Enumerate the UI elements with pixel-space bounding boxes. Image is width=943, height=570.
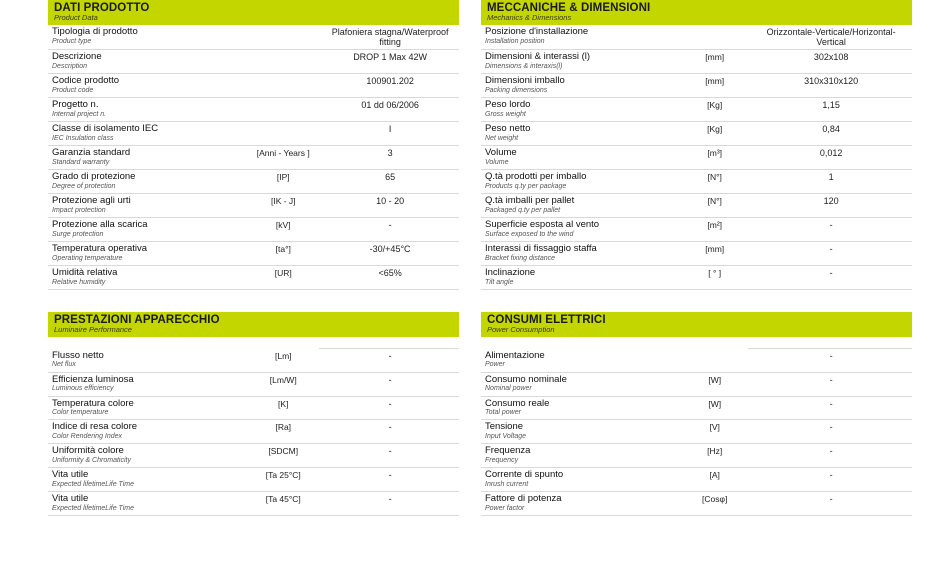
label-it: Protezione agli urti [52,194,131,206]
label-en: Description [52,62,88,70]
label-it: Vita utile [52,493,89,505]
row-unit: [Cosφ] [679,492,748,516]
section-gap [48,290,459,312]
row-unit [679,337,748,349]
row-label [48,396,245,420]
table-row [48,121,459,145]
row-unit: [ ° ] [679,265,748,289]
row-unit: [IK - J] [245,193,319,217]
table-row [481,73,912,97]
row-label [481,169,679,193]
label-it: Consumo reale [485,397,550,409]
label-it: Uniformità colore [52,445,124,457]
row-unit: [m³] [679,145,748,169]
table-row-divider [481,337,912,349]
label-en: Degree of protection [52,182,116,190]
label-it: Garanzia standard [52,146,131,158]
table-row [481,349,912,372]
label-en: Expected lifetimeLife Time [52,481,135,489]
row-unit [245,121,319,145]
row-unit: [Lm] [245,349,319,372]
section-header-consumption [481,312,912,337]
label-it: Vita utile [52,469,89,481]
table-row [481,121,912,145]
label-en: Surge protection [52,230,104,238]
row-unit: [UR] [245,265,319,289]
table-row [481,492,912,516]
row-value: 1 [748,169,912,193]
row-unit: [Lm/W] [245,372,319,396]
label-it: Tipologia di prodotto [52,25,138,37]
table-row [48,349,459,372]
row-unit: [mm] [679,73,748,97]
label-it: Indice di resa colore [52,421,138,433]
label-en: Internal project n. [52,110,107,118]
row-unit: [Anni - Years ] [245,145,319,169]
label-it: Fattore di potenza [485,493,562,505]
row-label [481,25,679,50]
table-row [481,193,912,217]
row-label [48,420,245,444]
section-title: MECCANICHE & DIMENSIONI [487,2,651,14]
label-it: Frequenza [485,445,531,457]
row-unit [245,337,319,349]
row-value: -30/+45°C [319,241,459,265]
row-value: 0,012 [748,145,912,169]
row-label [48,468,245,492]
table-row [481,444,912,468]
label-en: Power [485,361,505,369]
table-row [48,169,459,193]
table-row [481,241,912,265]
table-row [48,49,459,73]
row-value: - [319,444,459,468]
section-title: CONSUMI ELETTRICI [487,313,606,326]
row-label [48,444,245,468]
row-unit: [Kg] [679,97,748,121]
consumption-table [481,337,912,517]
section-product-data [48,0,459,290]
table-row [48,492,459,516]
table-row [481,97,912,121]
row-label [48,241,245,265]
row-value: - [748,492,912,516]
table-row [48,217,459,241]
row-label [481,420,679,444]
row-label [481,372,679,396]
label-en: Net weight [485,134,519,142]
row-value: 0,84 [748,121,912,145]
mechanics-table [481,25,912,290]
label-en: Power factor [485,505,525,513]
row-unit: [kV] [245,217,319,241]
row-label [481,97,679,121]
row-unit: [SDCM] [245,444,319,468]
row-unit: [Hz] [679,444,748,468]
row-label [481,241,679,265]
row-unit [245,25,319,50]
label-it: Classe di isolamento IEC [52,122,159,134]
row-value [748,337,912,349]
section-subtitle: Power Consumption [487,324,555,334]
label-en: Frequency [485,457,519,465]
row-unit: [Ta 25°C] [245,468,319,492]
table-row [481,217,912,241]
row-unit: [IP] [245,169,319,193]
label-it: Tensione [485,421,524,433]
table-row [481,145,912,169]
row-value: I [319,121,459,145]
label-it: Descrizione [52,50,102,62]
label-en: Gross weight [485,110,526,118]
row-label [481,73,679,97]
table-row [48,396,459,420]
section-header-product-data [48,0,459,25]
row-label [48,121,245,145]
section-subtitle: Mechanics & Dimensions [487,13,572,23]
label-en: Dimensions & interaxis(l) [485,62,563,70]
row-unit: [m²] [679,217,748,241]
product-data-table [48,25,459,290]
table-row [48,145,459,169]
label-en: Packaged q.ty per pallet [485,206,561,214]
row-label [481,337,679,349]
table-row [48,468,459,492]
row-unit: [N°] [679,193,748,217]
row-unit: [ta°] [245,241,319,265]
row-label [48,169,245,193]
label-en: Color Rendering Index [52,433,123,441]
row-label [48,217,245,241]
label-it: Dimensioni imballo [485,74,565,86]
page-bottom-edge [0,566,943,570]
table-row [481,396,912,420]
label-en: Installation position [485,37,545,45]
row-value: - [319,492,459,516]
row-value: 1,15 [748,97,912,121]
row-value: 01 dd 06/2006 [319,97,459,121]
row-unit [245,73,319,97]
label-it: Dimensioni & interassi (l) [485,50,591,62]
label-en: IEC Insulation class [52,134,114,142]
row-label [48,49,245,73]
section-performance [48,312,459,517]
row-unit: [W] [679,396,748,420]
table-row [481,169,912,193]
row-unit [679,25,748,50]
label-en: Relative humidity [52,278,106,286]
label-it: Codice prodotto [52,74,120,86]
label-it: Consumo nominale [485,373,567,385]
section-subtitle: Product Data [54,13,98,23]
table-row-divider [48,337,459,349]
table-row [48,97,459,121]
label-en: Total power [485,409,521,417]
row-value: - [319,372,459,396]
label-it: Peso netto [485,122,531,134]
row-value: DROP 1 Max 42W [319,49,459,73]
row-label [48,349,245,372]
label-en: Standard warranty [52,158,110,166]
row-value: 310x310x120 [748,73,912,97]
label-it: Peso lordo [485,98,531,110]
label-it: Volume [485,146,517,158]
label-en: Volume [485,158,509,166]
row-value: - [748,217,912,241]
table-row [48,444,459,468]
left-column [0,0,471,516]
section-title: DATI PRODOTTO [54,2,150,14]
label-it: Alimentazione [485,349,545,361]
label-it: Protezione alla scarica [52,218,148,230]
label-en: Impact protection [52,206,106,214]
table-row [481,25,912,50]
row-value: 10 - 20 [319,193,459,217]
row-value: 120 [748,193,912,217]
label-en: Uniformity & Chromaticity [52,457,131,465]
row-unit: [N°] [679,169,748,193]
row-value: - [748,265,912,289]
table-row [481,49,912,73]
row-unit [679,349,748,372]
label-it: Temperatura colore [52,397,134,409]
label-it: Posizione d'installazione [485,25,589,37]
row-value: - [748,420,912,444]
label-en: Product type [52,37,92,45]
row-label [481,265,679,289]
label-en: Packing dimensions [485,86,548,94]
row-unit: [Kg] [679,121,748,145]
section-gap [481,290,912,312]
row-label [481,444,679,468]
section-subtitle: Luminaire Performance [54,324,132,334]
label-en: Surface exposed to the wind [485,230,574,238]
label-en: Product code [52,86,94,94]
table-row [48,420,459,444]
row-value: - [748,241,912,265]
label-en: Nominal power [485,385,532,393]
row-unit: [A] [679,468,748,492]
table-row [481,265,912,289]
row-value: - [748,372,912,396]
label-it: Flusso netto [52,349,104,361]
label-en: Color temperature [52,409,109,417]
label-it: Corrente di spunto [485,469,564,481]
label-it: Grado di protezione [52,170,136,182]
table-row [48,25,459,50]
table-row [48,372,459,396]
label-it: Umidità relativa [52,266,118,278]
row-value: 65 [319,169,459,193]
row-value: - [748,396,912,420]
row-unit: [Ta 45°C] [245,492,319,516]
row-value: - [319,349,459,372]
right-column [471,0,942,516]
row-label [48,492,245,516]
row-value: Orizzontale-Verticale/Horizontal-Vertical [748,25,912,50]
label-en: Expected lifetimeLife Time [52,505,135,513]
row-label [48,145,245,169]
label-it: Superficie esposta al vento [485,218,600,230]
label-en: Bracket fixing distance [485,254,556,262]
row-unit: [mm] [679,241,748,265]
row-value: 302x108 [748,49,912,73]
label-it: Progetto n. [52,98,99,110]
table-row [481,372,912,396]
row-label [48,25,245,50]
row-value: 100901.202 [319,73,459,97]
row-label [481,121,679,145]
row-value: - [748,444,912,468]
row-value: - [319,420,459,444]
section-header-performance [48,312,459,337]
label-it: Inclinazione [485,266,536,278]
label-it: Q.tà prodotti per imballo [485,170,587,182]
section-header-mechanics [481,0,912,25]
table-row [48,73,459,97]
label-en: Operating temperature [52,254,123,262]
row-value: <65% [319,265,459,289]
label-en: Net flux [52,361,76,369]
row-unit [245,97,319,121]
row-unit: [K] [245,396,319,420]
section-consumption [481,312,912,517]
row-label [48,193,245,217]
row-label [48,265,245,289]
table-row [48,241,459,265]
row-value [319,337,459,349]
row-label [481,468,679,492]
performance-table [48,337,459,517]
row-value: - [319,217,459,241]
label-it: Interassi di fissaggio staffa [485,242,597,254]
row-label [48,73,245,97]
row-label [481,145,679,169]
row-value: - [748,468,912,492]
row-value: Plafoniera stagna/Waterproof fitting [319,25,459,50]
row-label [48,372,245,396]
label-en: Input Voltage [485,433,526,441]
label-en: Products q.ty per package [485,182,567,190]
section-title: PRESTAZIONI APPARECCHIO [54,313,220,326]
row-value: - [319,396,459,420]
label-en: Inrush current [485,481,529,489]
row-unit [245,49,319,73]
row-label [48,337,245,349]
left-margin [0,0,40,570]
label-en: Tilt angle [485,278,514,286]
row-label [481,396,679,420]
row-label [481,217,679,241]
label-it: Q.tà imballi per pallet [485,194,575,206]
row-unit: [W] [679,372,748,396]
table-row [481,420,912,444]
row-unit: [mm] [679,49,748,73]
table-row [48,193,459,217]
section-mechanics [481,0,912,290]
row-label [481,49,679,73]
row-value: 3 [319,145,459,169]
row-unit: [V] [679,420,748,444]
row-label [481,193,679,217]
row-label [48,97,245,121]
label-it: Temperatura operativa [52,242,148,254]
row-value: - [748,349,912,372]
row-label [481,349,679,372]
table-row [48,265,459,289]
row-unit: [Ra] [245,420,319,444]
row-label [481,492,679,516]
label-it: Efficienza luminosa [52,373,134,385]
row-value: - [319,468,459,492]
table-row [481,468,912,492]
label-en: Luminous efficiency [52,385,114,393]
